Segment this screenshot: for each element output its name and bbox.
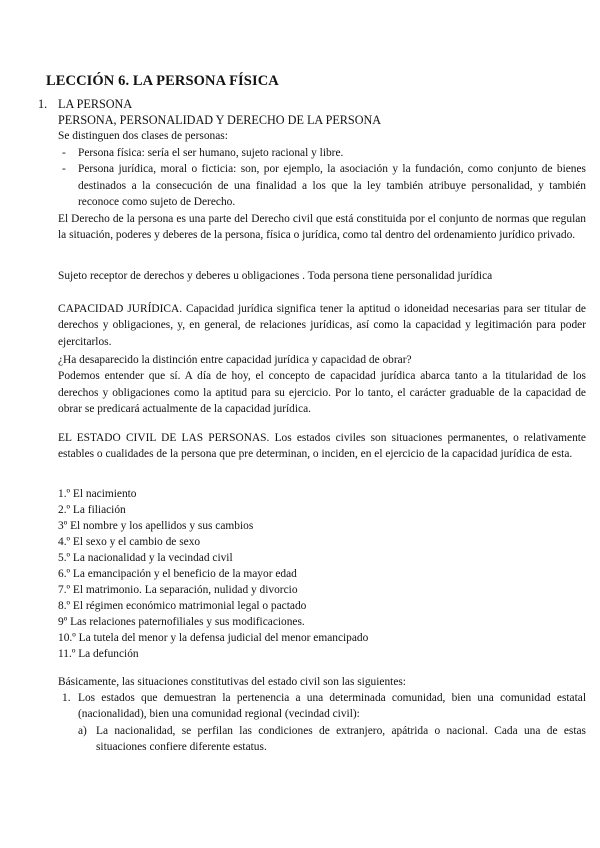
ordered-item-text: Los estados que demuestran la pertenencia a una determinada comunidad, bien una comunidad estatal (nacionalidad), bien una comunidad regional (vecindad civil): [78,692,586,721]
answer-paragraph: Podemos entender que sí. A día de hoy, el concepto de capacidad jurídica abarca tanto a la titularidad de los derechos y obligaciones como la aptitud para su ejercicio. Por lo tanto, el carácter graduable de la capacidad de obrar se predicará actualmente de la capacidad jurídica. [58,370,586,416]
paragraph-basicamente: Básicamente, las situaciones constitutivas del estado civil son las siguientes: [58,676,406,688]
bullet-mark: - [62,146,66,159]
list-item: 2.º La filiación [58,504,126,516]
paragraph-capacidad: CAPACIDAD JURÍDICA. Capacidad jurídica significa tener la aptitud o idoneidad necesarias para ser titular de derechos y obligaciones, y, en general, de relaciones jurídicas, así como la capacidad y legitimación para poder ejercitarlos. [58,303,586,348]
ordered-subitem [58,723,586,756]
list-item: 6.º La emancipación y el beneficio de la mayor edad [58,568,297,580]
list-item: 7.º El matrimonio. La separación, nulidad y divorcio [58,584,298,596]
paragraph-derecho: El Derecho de la persona es una parte del Derecho civil que está constituida por el conjunto de normas que regulan la situación, poderes y deberes de la persona, física o jurídica, como tal dentro del ordenamiento jurídico privado. [58,213,586,242]
ordered-list [58,690,586,756]
list-item: 11.º La defunción [58,648,139,660]
bullet-text: Persona física: sería el ser humano, sujeto racional y libre. [78,146,344,159]
bullet-text: Persona jurídica, moral o ficticia: son, por ejemplo, la asociación y la fundación, como conjunto de bienes destinados a la consecución de una finalidad a los que la ley también atribuye personalidad, y también reconoce como sujeto de Derecho. [78,163,586,209]
persona-block [58,112,586,210]
list-item: 10.º La tutela del menor y la defensa judicial del menor emancipado [58,632,369,644]
list-item: 9º Las relaciones paternofiliales y sus modificaciones. [58,616,305,628]
list-item: 5.º La nacionalidad y la vecindad civil [58,552,233,564]
ordered-item [58,690,586,723]
ordered-subitem-letter: a) [78,724,87,737]
subheading: PERSONA, PERSONALIDAD Y DERECHO DE LA PERSONA [58,113,382,127]
bullet-item [58,161,586,210]
list-item: 8.º El régimen económico matrimonial legal o pactado [58,600,307,612]
bullet-mark: - [62,163,66,176]
section-heading [38,97,132,112]
ordered-subitem-text: La nacionalidad, se perfilan las condiciones de extranjero, apátrida o nacional. Cada una de estas situaciones confiere diferente estatus. [96,724,586,754]
paragraph-sujeto: Sujeto receptor de derechos y deberes u obligaciones . Toda persona tiene personalidad jurídica [58,270,493,282]
question-line: ¿Ha desaparecido la distinción entre capacidad jurídica y capacidad de obrar? [58,354,412,366]
lesson-title: LECCIÓN 6. LA PERSONA FÍSICA [46,73,279,89]
list-item: 4.º El sexo y el cambio de sexo [58,536,201,548]
list-item: 1.º El nacimiento [58,488,137,500]
list-item: 3º El nombre y los apellidos y sus cambios [58,520,254,532]
paragraph-estado-civil: EL ESTADO CIVIL DE LAS PERSONAS. Los estados civiles son situaciones permanentes, o relativamente estables o cualidades de la persona que pre determinan, o inciden, en el ejercicio de la capacidad jurídica de esta. [58,432,586,461]
estados-list [58,486,586,662]
section-number: 1. [38,97,48,111]
bullet-item [58,145,586,161]
ordered-item-number: 1. [62,692,71,704]
intro-line: Se distinguen dos clases de personas: [58,130,228,143]
section-label: LA PERSONA [58,97,133,111]
question-answer [58,352,586,418]
